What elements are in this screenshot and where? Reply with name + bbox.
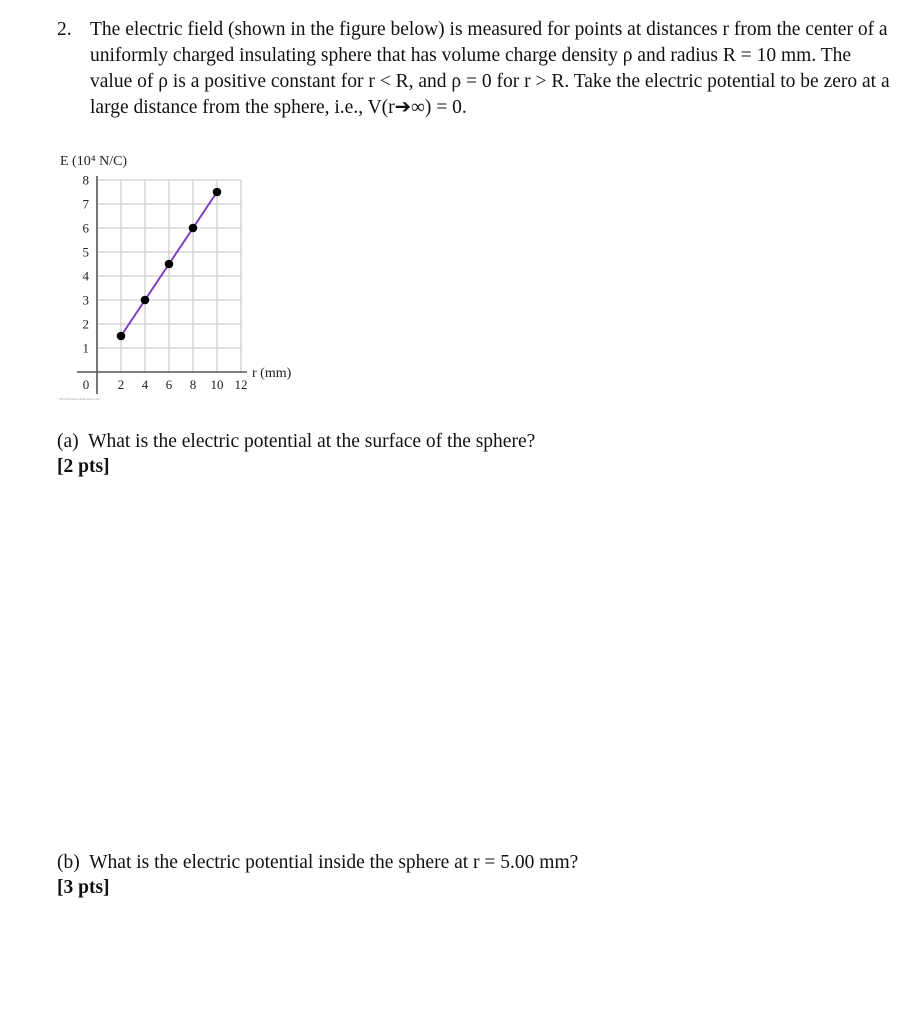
x-tick-label: 4: [141, 377, 149, 392]
data-point-marker: [213, 188, 222, 197]
part-b-label: (b): [57, 852, 80, 873]
y-tick-label: 2: [82, 316, 89, 332]
y-tick-label: 8: [82, 172, 89, 188]
x-tick-label: 12: [234, 377, 248, 392]
question-part-a: [57, 429, 535, 479]
part-a-question: What is the electric potential at the surface of the sphere?: [88, 431, 536, 452]
electric-field-chart: [52, 148, 332, 408]
part-b-points: [3 pts]: [57, 877, 110, 898]
y-tick-label: 7: [82, 196, 89, 212]
part-a-points: [2 pts]: [57, 456, 110, 477]
origin-label: 0: [82, 377, 90, 392]
question-part-b: [57, 850, 578, 900]
data-point-marker: [141, 296, 150, 305]
problem-text: The electric field (shown in the figure below) is measured for points at distances r from the center of a uniformly charged insulating sphere that has volume charge density ρ and radius R = 10 mm. The value of ρ is a positive constant for r < R, and ρ = 0 for r > R. Take the electric potential to be zero at a large distance from the sphere, i.e., V(r➔∞) = 0.: [90, 19, 890, 118]
y-axis-label: E (10⁴ N/C): [60, 154, 128, 169]
y-tick-label: 3: [82, 292, 89, 308]
x-tick-label: 10: [210, 377, 224, 392]
x-tick-label: 8: [189, 377, 197, 392]
part-b-question: What is the electric potential inside the sphere at r = 5.00 mm?: [89, 852, 579, 873]
problem-number: 2.: [57, 19, 72, 40]
copyright-credit: ©2014 Pearson Education, Inc.: [57, 397, 101, 401]
data-point-marker: [189, 224, 198, 233]
y-tick-label: 6: [82, 220, 89, 236]
data-point-marker: [117, 332, 126, 341]
chart-svg: [52, 148, 332, 408]
y-tick-label: 1: [82, 340, 89, 356]
part-a-label: (a): [57, 431, 79, 452]
data-point-marker: [165, 260, 174, 269]
problem-statement: [57, 17, 897, 121]
x-tick-label: 6: [165, 377, 173, 392]
y-tick-label: 4: [82, 268, 89, 284]
x-tick-label: 2: [117, 377, 125, 392]
x-axis-label: r (mm): [252, 366, 292, 381]
y-tick-label: 5: [82, 244, 89, 260]
